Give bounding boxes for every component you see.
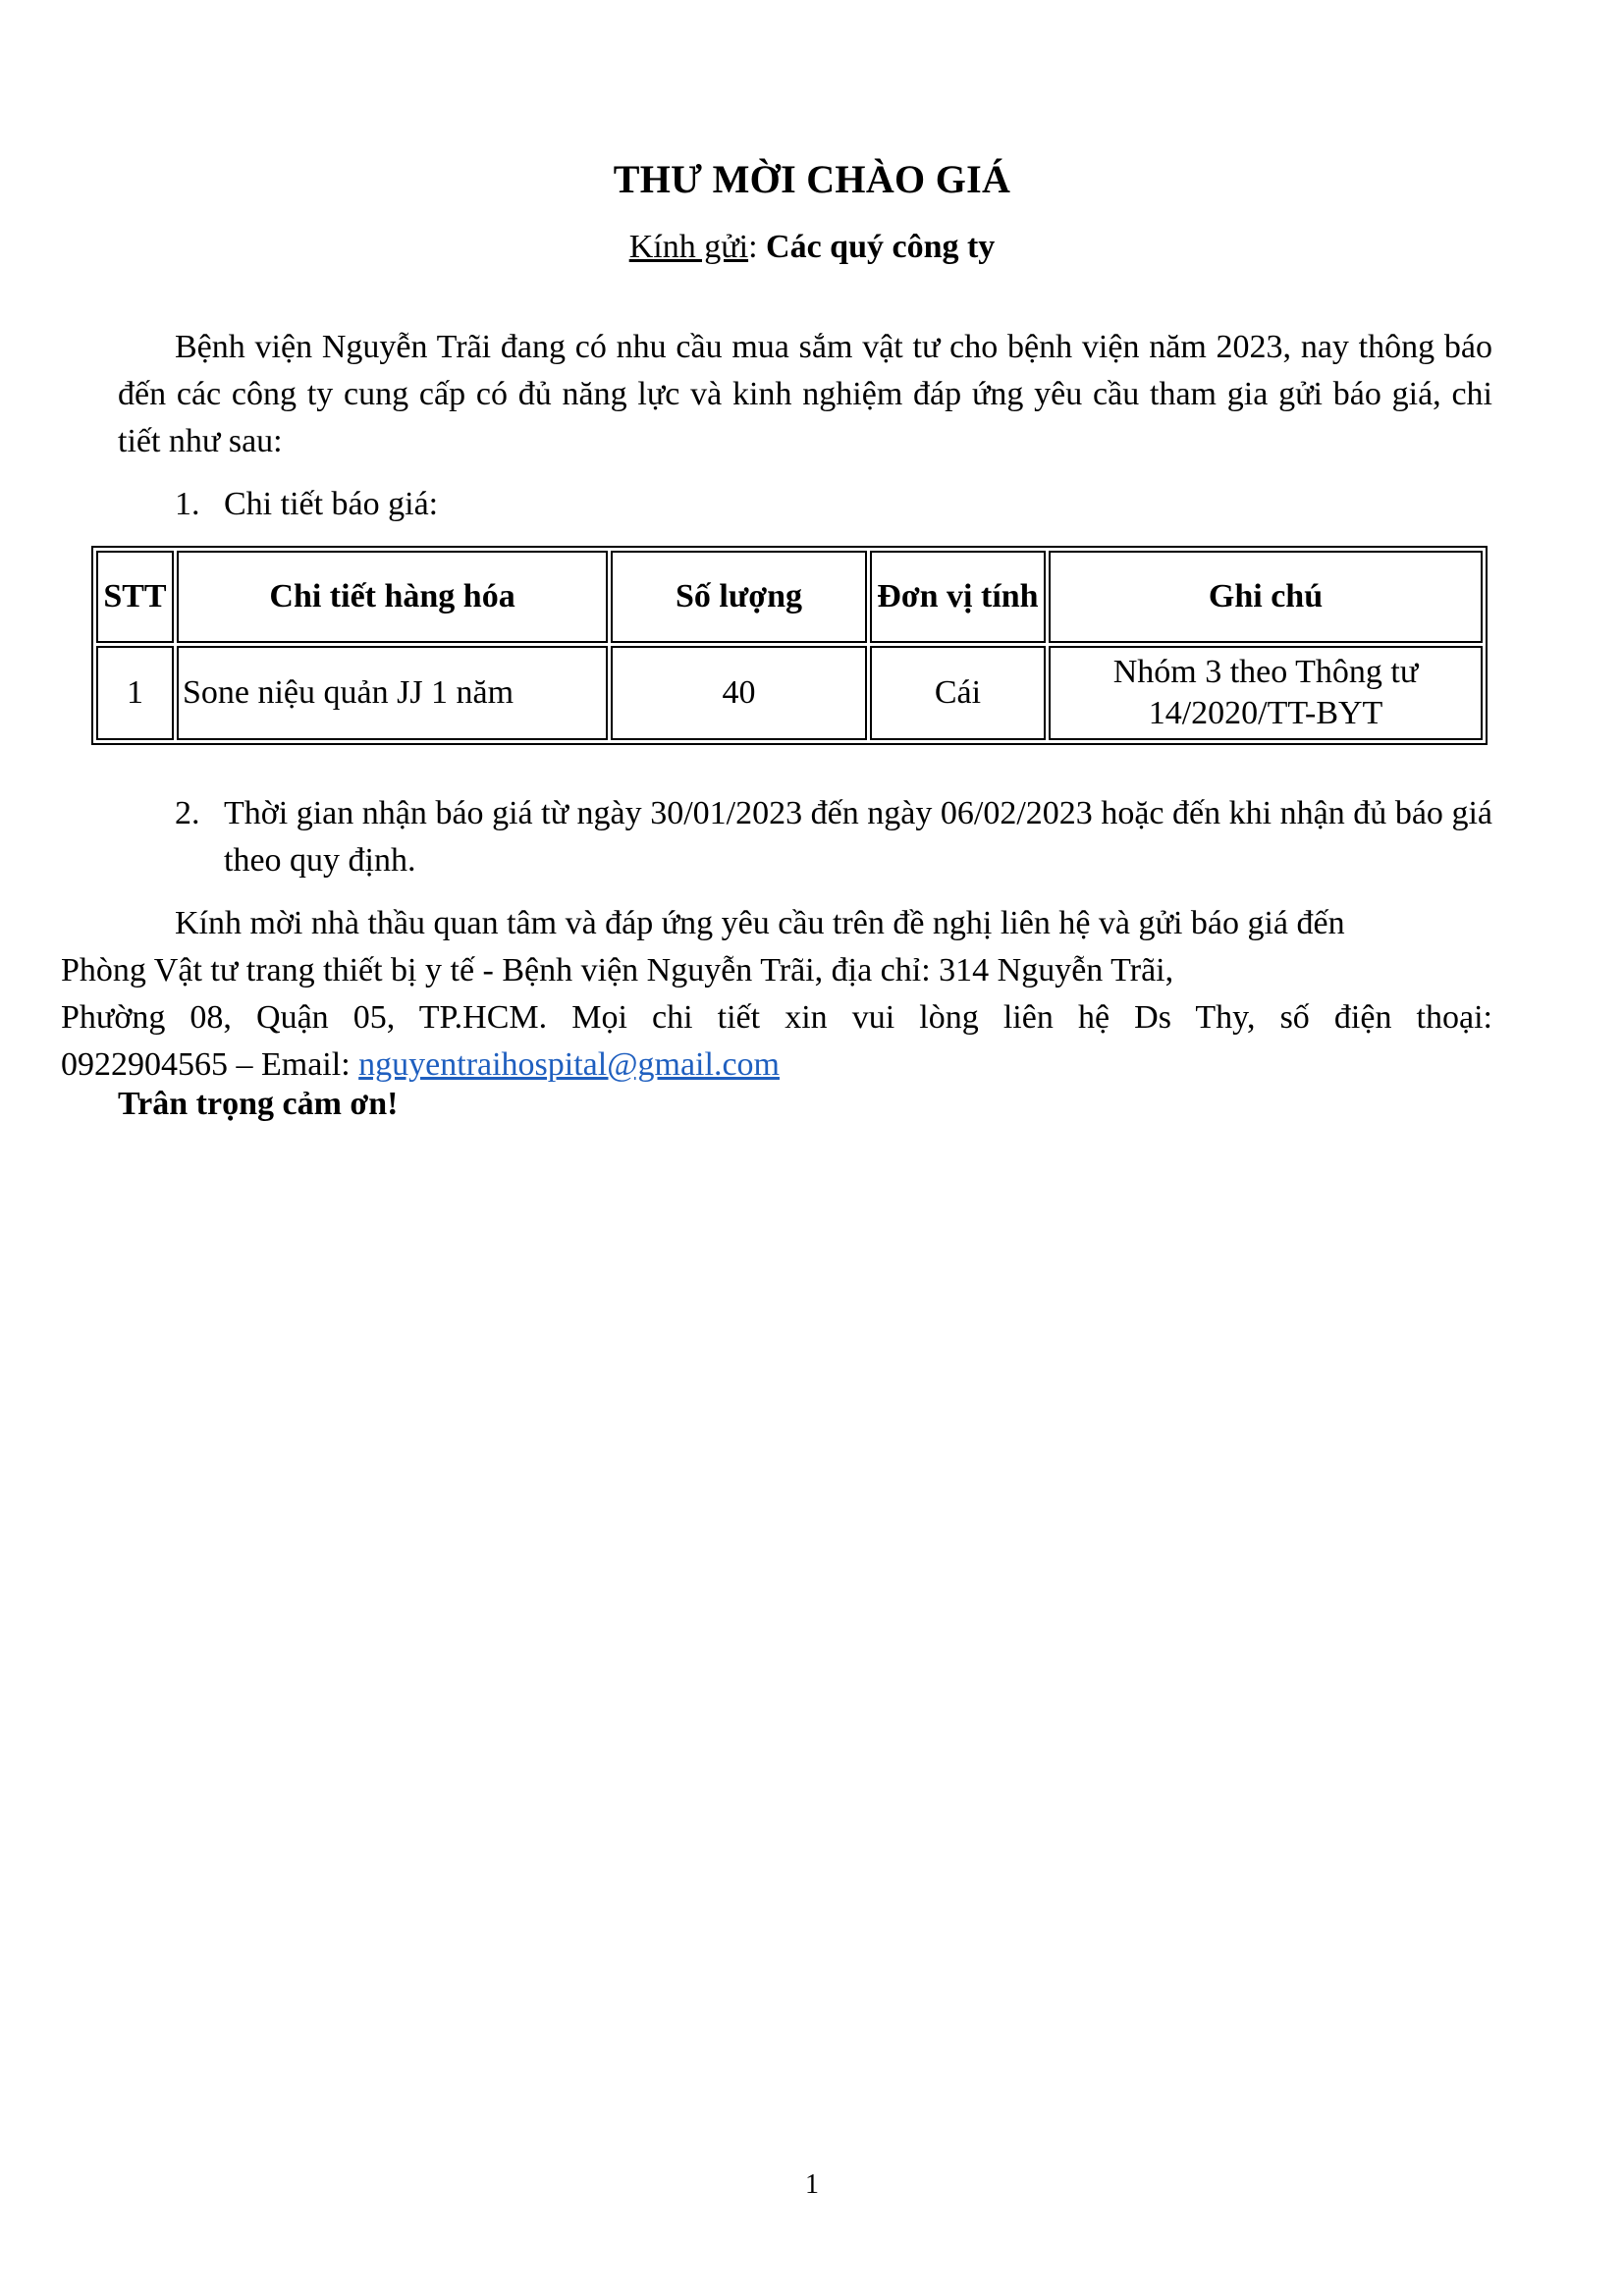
contact-line-1: Kính mời nhà thầu quan tâm và đáp ứng yêu cầu trên đề nghị liên hệ và gửi báo giá đến	[175, 905, 1345, 941]
contact-line-3: Phường 08, Quận 05, TP.HCM. Mọi chi tiết xin vui lòng liên hệ Ds Thy, số điện thoại:	[61, 999, 1492, 1036]
cell-quantity: 40	[611, 646, 867, 740]
document-title: THƯ MỜI CHÀO GIÁ	[613, 157, 1011, 201]
page-number: 1	[805, 2169, 819, 2200]
quote-table	[91, 546, 1488, 745]
header-note: Ghi chú	[1049, 551, 1483, 643]
cell-unit: Cái	[870, 646, 1046, 740]
recipient-label: Kính gửi	[628, 229, 749, 265]
table-header-row	[96, 551, 1483, 643]
header-unit: Đơn vị tính	[870, 551, 1046, 643]
header-quantity: Số lượng	[611, 551, 867, 643]
closing-text: Trân trọng cảm ơn!	[118, 1086, 399, 1122]
cell-note	[1049, 646, 1483, 740]
header-stt: STT	[96, 551, 174, 643]
recipient-name: Các quý công ty	[766, 229, 996, 265]
note-line-1: Nhóm 3 theo Thông tư	[1112, 654, 1419, 690]
list-item-deadline	[175, 790, 1492, 884]
list-number: 1.	[175, 486, 200, 522]
recipient-line	[0, 226, 1624, 269]
list-item-quote-details	[175, 481, 1492, 528]
note-line-2: 14/2020/TT-BYT	[1148, 695, 1383, 731]
phone-text: 0922904565 – Email:	[61, 1046, 359, 1083]
contact-paragraph	[61, 900, 1492, 1089]
cell-item: Sone niệu quản JJ 1 năm	[177, 646, 608, 740]
header-item: Chi tiết hàng hóa	[177, 551, 608, 643]
list-text: Thời gian nhận báo giá từ ngày 30/01/2023 đến ngày 06/02/2023 hoặc đến khi nhận đủ báo giá theo quy định.	[224, 795, 1492, 879]
table-row	[96, 646, 1483, 740]
list-number: 2.	[175, 795, 200, 831]
recipient-colon: :	[748, 229, 767, 265]
cell-stt: 1	[96, 646, 174, 740]
list-text: Chi tiết báo giá:	[224, 486, 439, 522]
contact-line-2: Phòng Vật tư trang thiết bị y tế - Bệnh viện Nguyễn Trãi, địa chỉ: 314 Nguyễn Trãi,	[61, 952, 1174, 988]
email-link[interactable]: nguyentraihospital@gmail.com	[358, 1046, 780, 1083]
intro-paragraph: Bệnh viện Nguyễn Trãi đang có nhu cầu mua sắm vật tư cho bệnh viện năm 2023, nay thông báo đến các công ty cung cấp có đủ năng lực và kinh nghiệm đáp ứng yêu cầu tham gia gửi báo giá, chi tiết như sau:	[118, 329, 1492, 459]
